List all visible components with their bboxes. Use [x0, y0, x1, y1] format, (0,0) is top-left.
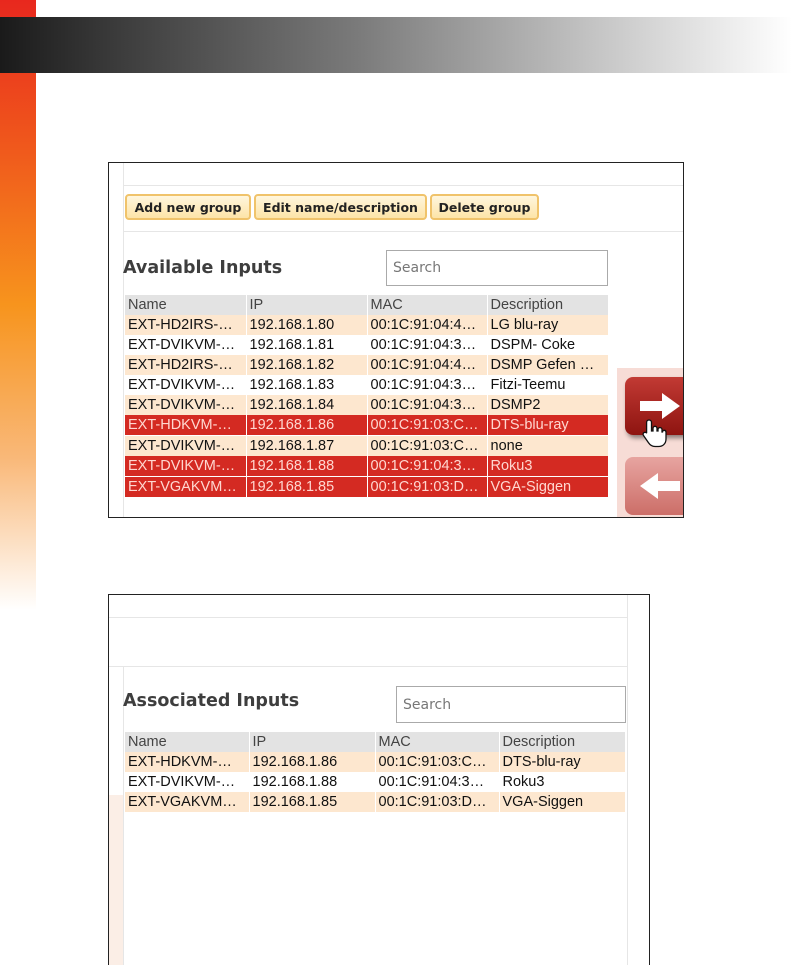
table-row[interactable] [125, 355, 608, 375]
cell-description: Fitzi-Teemu [487, 375, 608, 395]
sidebar-edge [109, 795, 123, 965]
divider [123, 231, 683, 232]
cell-description: LG blu-ray [487, 315, 608, 335]
table-row[interactable] [125, 375, 608, 395]
cell-name: EXT-DVIKVM-… [125, 772, 249, 792]
cell-description: none [487, 436, 608, 457]
cell-ip: 192.168.1.81 [246, 335, 367, 355]
cell-mac: 00:1C:91:03:C… [367, 415, 487, 436]
associated-inputs-table [125, 732, 626, 812]
column-header-mac[interactable]: MAC [367, 295, 487, 315]
cell-mac: 00:1C:91:04:3… [367, 395, 487, 415]
table-row[interactable] [125, 477, 608, 498]
cell-name: EXT-HD2IRS-… [125, 315, 246, 335]
cell-ip: 192.168.1.83 [246, 375, 367, 395]
table-header-row [125, 295, 608, 315]
cell-description: DSMP Gefen … [487, 355, 608, 375]
cell-name: EXT-HD2IRS-… [125, 355, 246, 375]
cell-mac: 00:1C:91:04:4… [367, 315, 487, 335]
cell-description: DSMP2 [487, 395, 608, 415]
divider [109, 617, 627, 618]
available-inputs-screenshot [108, 162, 684, 518]
cell-name: EXT-VGAKVM… [125, 477, 246, 498]
column-header-ip[interactable]: IP [249, 732, 375, 752]
available-search-input[interactable] [386, 250, 608, 286]
cell-ip: 192.168.1.86 [246, 415, 367, 436]
cell-description: VGA-Siggen [487, 477, 608, 498]
column-header-name[interactable]: Name [125, 295, 246, 315]
cell-mac: 00:1C:91:03:C… [375, 752, 499, 772]
header-bar [0, 17, 792, 73]
cell-mac: 00:1C:91:04:4… [367, 355, 487, 375]
cell-ip: 192.168.1.80 [246, 315, 367, 335]
table-row[interactable] [125, 436, 608, 457]
cell-description: VGA-Siggen [499, 792, 625, 812]
cell-name: EXT-DVIKVM-… [125, 335, 246, 355]
cell-ip: 192.168.1.88 [249, 772, 375, 792]
cell-mac: 00:1C:91:04:3… [367, 375, 487, 395]
table-header-row [125, 732, 625, 752]
cell-ip: 192.168.1.84 [246, 395, 367, 415]
add-new-group-button[interactable]: Add new group [125, 194, 251, 220]
arrow-left-icon [638, 471, 682, 501]
divider [627, 595, 628, 965]
cell-mac: 00:1C:91:04:3… [367, 456, 487, 477]
cell-name: EXT-VGAKVM… [125, 792, 249, 812]
cell-name: EXT-DVIKVM-… [125, 375, 246, 395]
edit-name-description-button[interactable]: Edit name/description [254, 194, 427, 220]
cell-name: EXT-HDKVM-… [125, 752, 249, 772]
cell-ip: 192.168.1.85 [249, 792, 375, 812]
table-row[interactable] [125, 792, 625, 812]
delete-group-button[interactable]: Delete group [430, 194, 539, 220]
associated-search-input[interactable] [396, 686, 626, 723]
table-row[interactable] [125, 456, 608, 477]
cell-name: EXT-DVIKVM-… [125, 436, 246, 457]
cell-description: DTS-blu-ray [499, 752, 625, 772]
table-row[interactable] [125, 395, 608, 415]
cell-description: Roku3 [499, 772, 625, 792]
cell-name: EXT-DVIKVM-… [125, 456, 246, 477]
divider [123, 185, 683, 186]
arrow-right-icon [638, 391, 682, 421]
cell-description: DTS-blu-ray [487, 415, 608, 436]
hand-pointer-icon [641, 418, 667, 448]
cell-name: EXT-DVIKVM-… [125, 395, 246, 415]
available-inputs-title: Available Inputs [123, 258, 283, 278]
column-header-description[interactable]: Description [487, 295, 608, 315]
table-row[interactable] [125, 335, 608, 355]
associated-inputs-screenshot [108, 594, 650, 965]
table-row[interactable] [125, 415, 608, 436]
divider [123, 667, 124, 965]
move-left-button[interactable] [625, 457, 684, 515]
column-header-description[interactable]: Description [499, 732, 625, 752]
cell-ip: 192.168.1.85 [246, 477, 367, 498]
available-inputs-table [125, 295, 609, 498]
cell-mac: 00:1C:91:04:3… [367, 335, 487, 355]
cell-mac: 00:1C:91:03:C… [367, 436, 487, 457]
divider [109, 666, 627, 667]
cell-ip: 192.168.1.86 [249, 752, 375, 772]
table-row[interactable] [125, 772, 625, 792]
cell-ip: 192.168.1.82 [246, 355, 367, 375]
brand-gradient-strip [0, 0, 36, 610]
cell-ip: 192.168.1.87 [246, 436, 367, 457]
column-header-ip[interactable]: IP [246, 295, 367, 315]
column-header-name[interactable]: Name [125, 732, 249, 752]
associated-inputs-title: Associated Inputs [123, 691, 300, 711]
cell-mac: 00:1C:91:03:D… [375, 792, 499, 812]
table-row[interactable] [125, 315, 608, 335]
divider [123, 163, 124, 517]
cell-ip: 192.168.1.88 [246, 456, 367, 477]
cell-name: EXT-HDKVM-… [125, 415, 246, 436]
cell-mac: 00:1C:91:03:D… [367, 477, 487, 498]
table-row[interactable] [125, 752, 625, 772]
column-header-mac[interactable]: MAC [375, 732, 499, 752]
cell-mac: 00:1C:91:04:3… [375, 772, 499, 792]
cell-description: DSPM- Coke [487, 335, 608, 355]
cell-description: Roku3 [487, 456, 608, 477]
